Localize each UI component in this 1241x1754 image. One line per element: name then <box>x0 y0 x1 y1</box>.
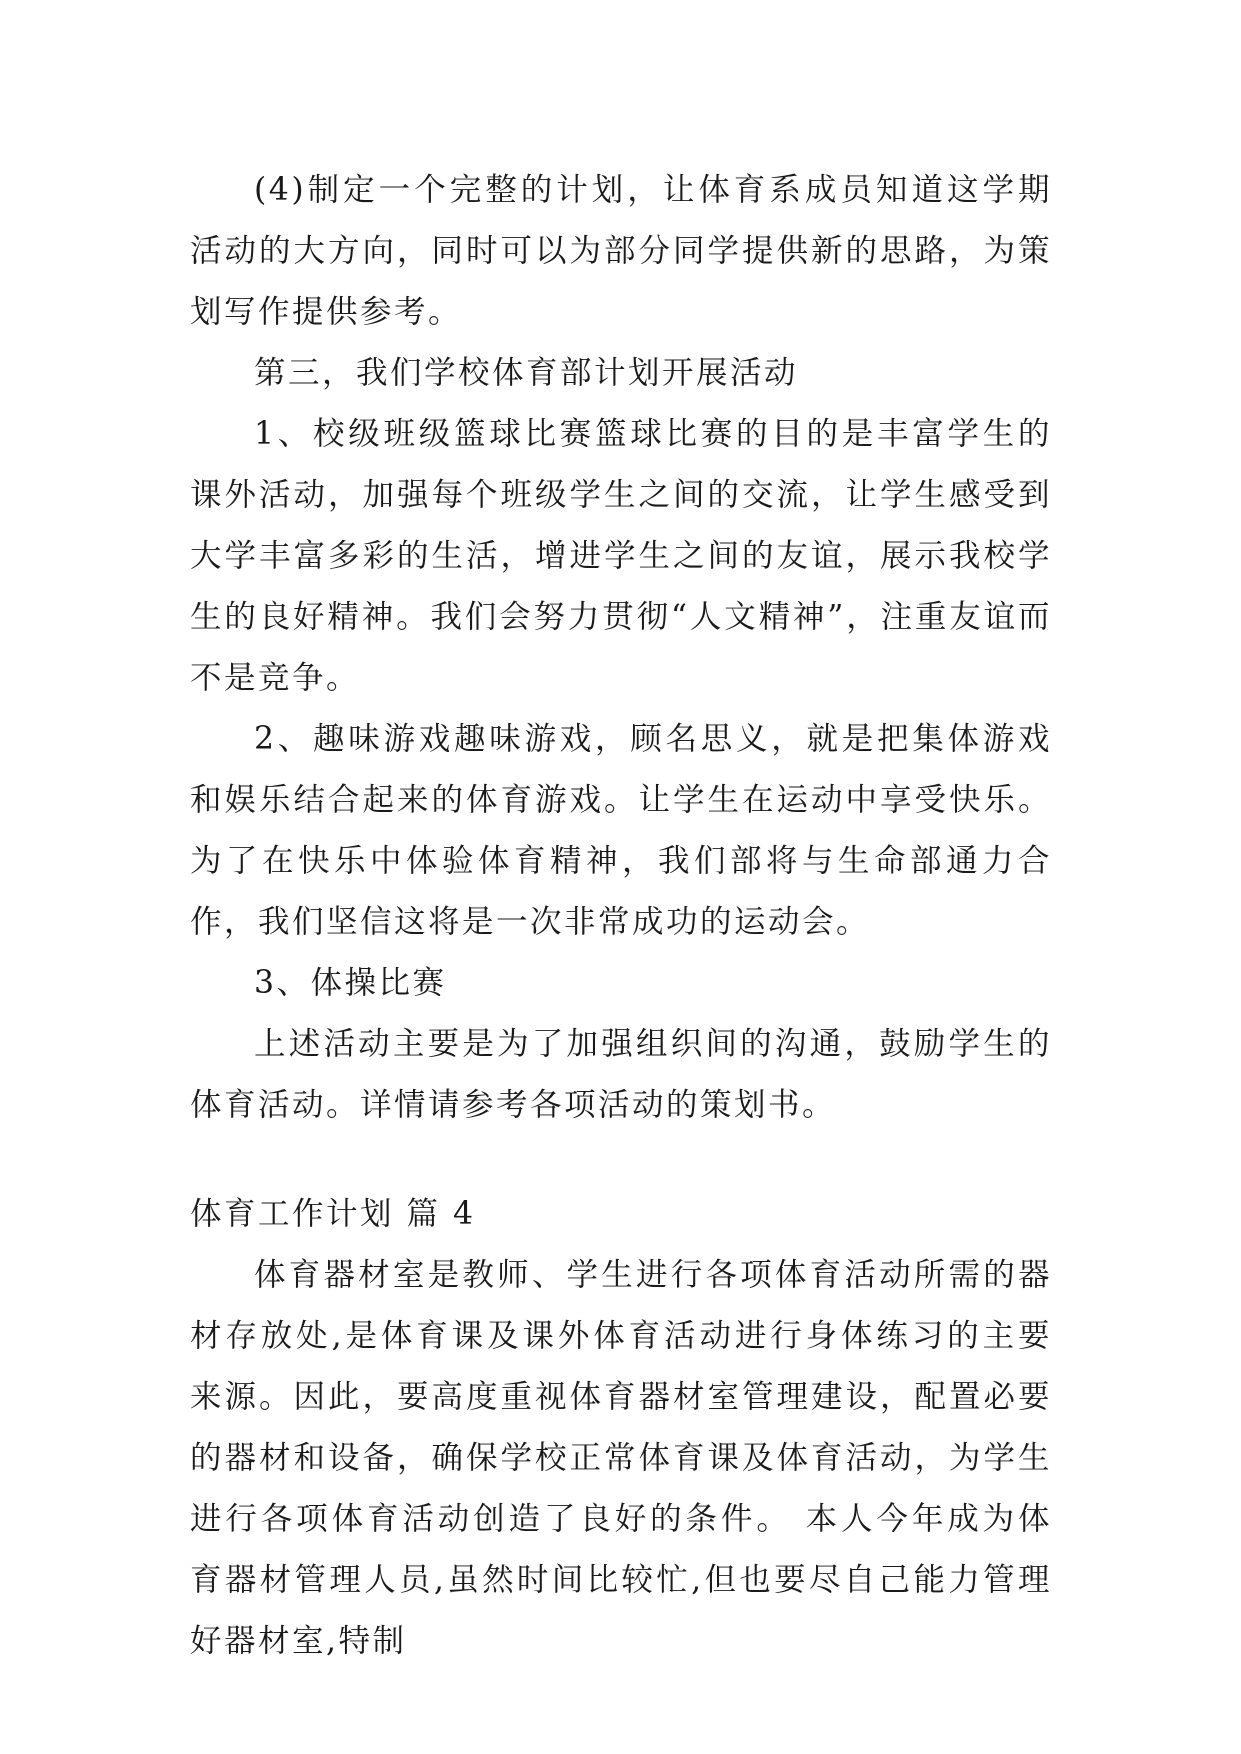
paragraph-plan-item-4: (4)制定一个完整的计划，让体育系成员知道这学期活动的大方向，同时可以为部分同学提供新的思路，为策划写作提供参考。 <box>190 172 1052 330</box>
document-body <box>190 160 1052 1672</box>
paragraph-equipment-room: 体育器材室是教师、学生进行各项体育活动所需的器材存放处,是体育课及课外体育活动进行身体练习的主要来源。因此，要高度重视体育器材室管理建设，配置必要的器材和设备，确保学校正常体育课及体育活动，为学生进行各项体育活动创造了良好的条件。 本人今年成为体育器材管理人员,虽然时间比较忙,但也要尽自己能力管理好器材室,特制 <box>190 1257 1052 1659</box>
paragraph-gymnastics: 3、体操比赛 <box>254 965 447 1001</box>
paragraph-activities-summary: 上述活动主要是为了加强组织间的沟通，鼓励学生的体育活动。详情请参考各项活动的策划书。 <box>190 1026 1052 1123</box>
section-heading-plan-4: 体育工作计划 篇 4 <box>190 1196 476 1232</box>
section-spacer <box>190 1136 1052 1184</box>
paragraph-fun-games: 2、趣味游戏趣味游戏，顾名思义，就是把集体游戏和娱乐结合起来的体育游戏。让学生在运动中享受快乐。为了在快乐中体验体育精神，我们部将与生命部通力合作，我们坚信这将是一次非常成功的运动会。 <box>190 721 1052 940</box>
paragraph-basketball-match: 1、校级班级篮球比赛篮球比赛的目的是丰富学生的课外活动，加强每个班级学生之间的交流，让学生感受到大学丰富多彩的生活，增进学生之间的友谊，展示我校学生的良好精神。我们会努力贯彻“人文精神”，注重友谊而不是竞争。 <box>190 416 1052 696</box>
paragraph-section-three-title: 第三，我们学校体育部计划开展活动 <box>254 355 799 391</box>
